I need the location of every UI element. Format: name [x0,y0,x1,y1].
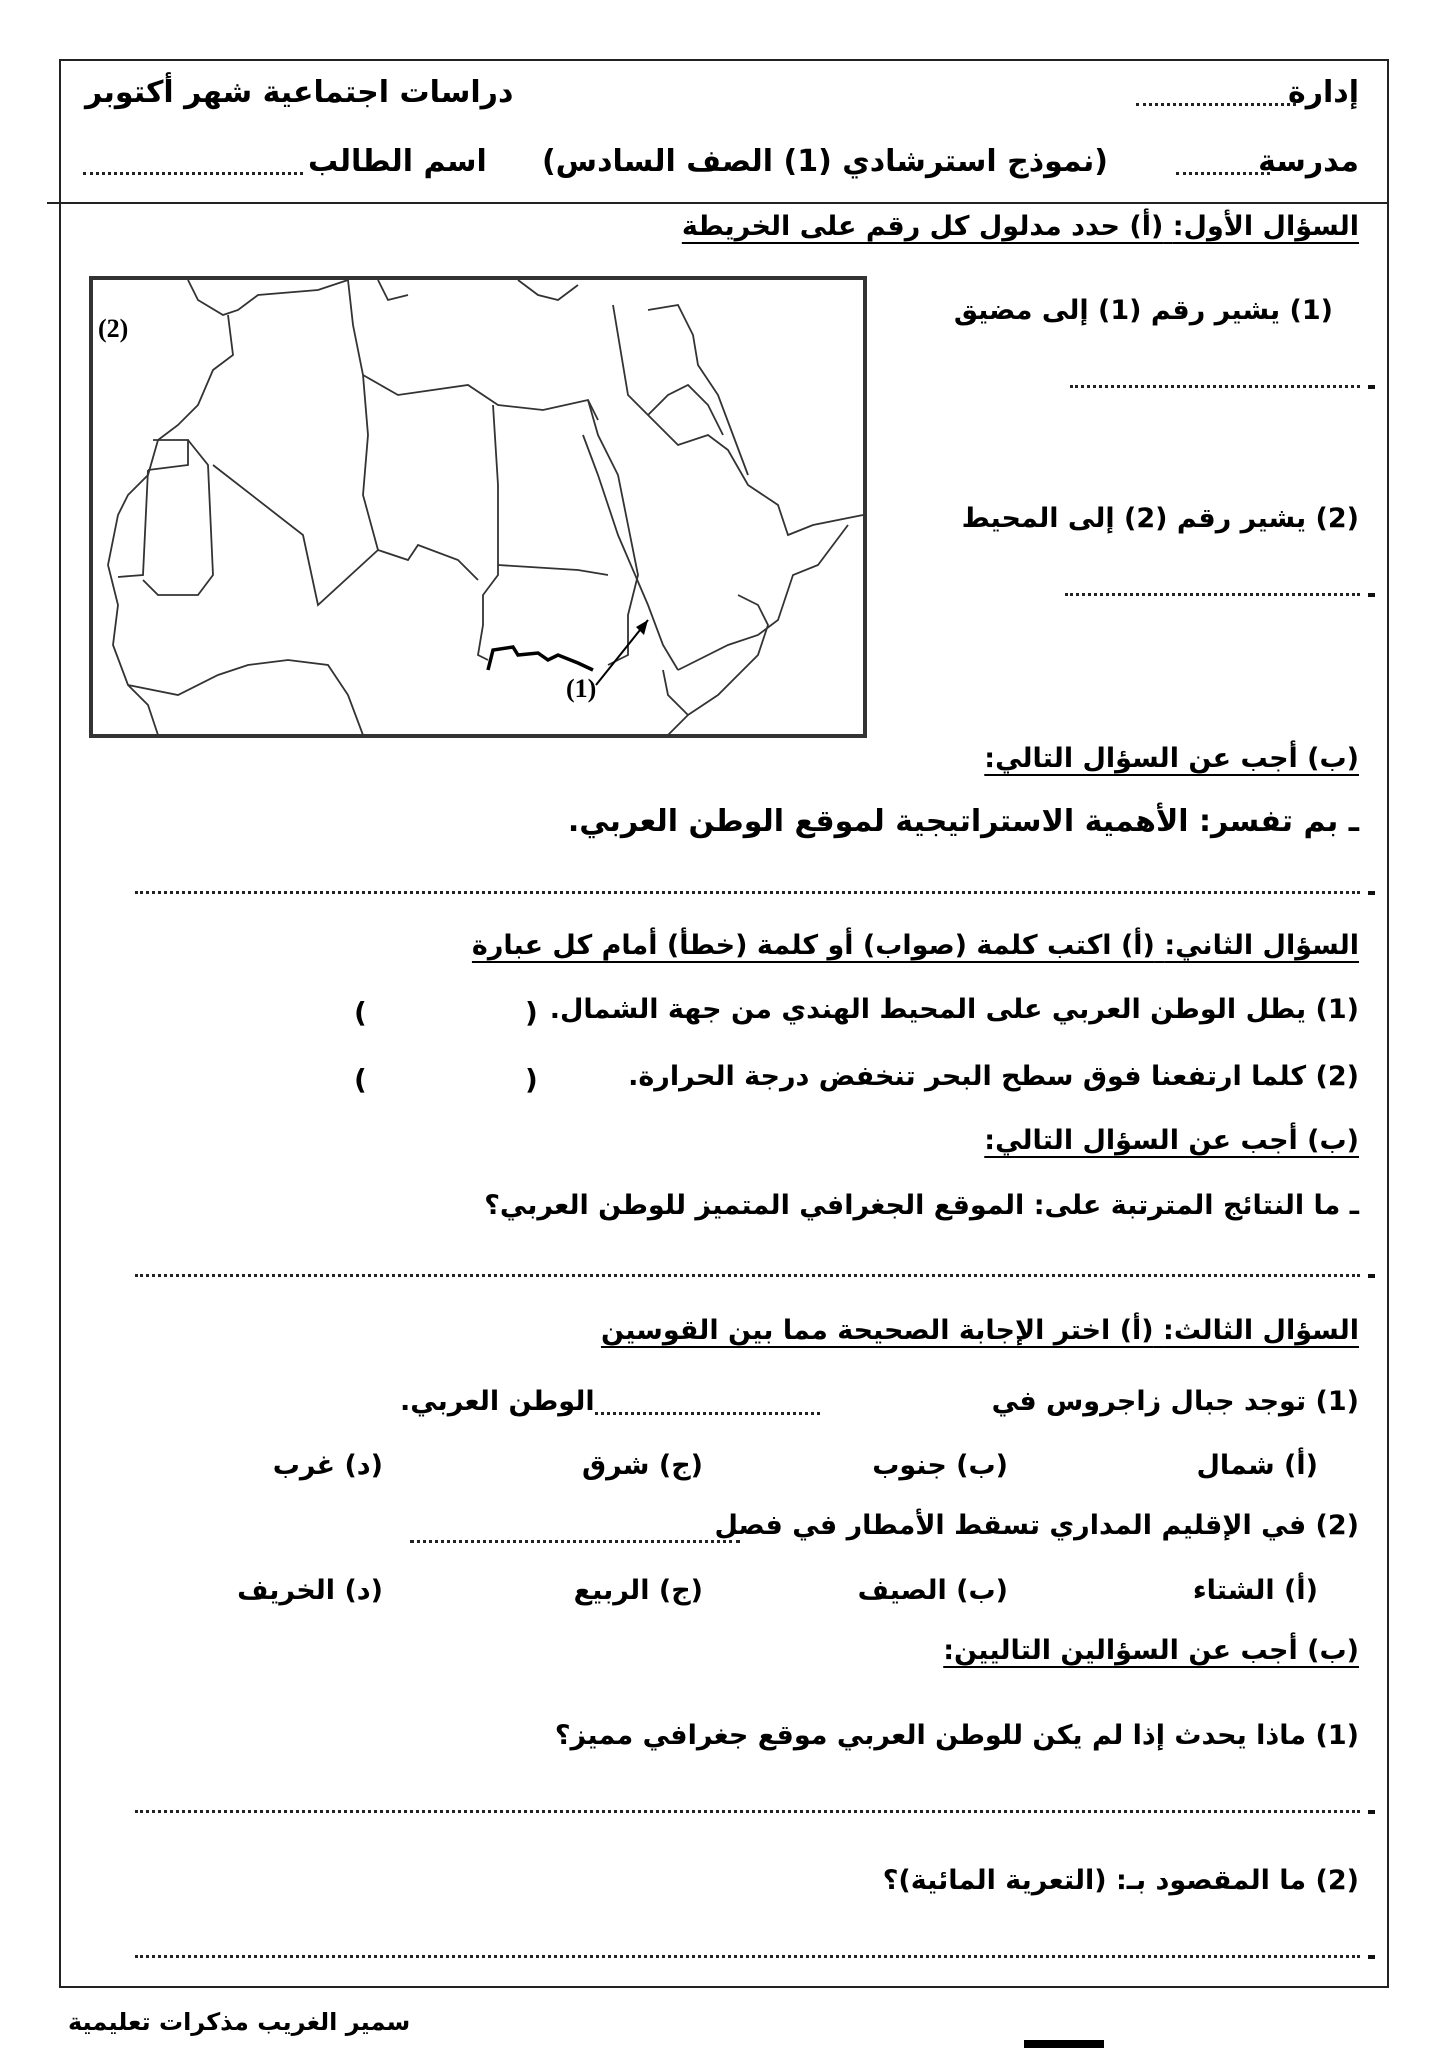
answer-paren-close: ) [354,1063,367,1096]
q3-mcq-2-stem-start: (2) في الإقليم المداري تسقط الأمطار في فصل [714,1510,1359,1541]
student-name-field[interactable] [83,172,303,175]
q2-part-b-question: ـ ما النتائج المترتبة على: الموقع الجغرافي المتميز للوطن العربي؟ [484,1190,1359,1221]
q1-item-2-answer-field[interactable] [1065,593,1360,596]
q3-mcq-1-answer-field[interactable] [595,1412,820,1415]
q1-item-1-answer-field[interactable] [1070,385,1360,388]
q3-part-b-question-2-answer-field[interactable] [135,1955,1360,1958]
administration-field[interactable] [1136,103,1296,106]
subject-title: دراسات اجتماعية شهر أكتوبر [85,75,514,110]
q3-mcq-1-stem-start: (1) توجد جبال زاجروس في [991,1386,1359,1417]
answer-dash [1368,1955,1375,1959]
q2-part-b-answer-field[interactable] [135,1274,1360,1277]
q2-part-b-instruction: (ب) أجب عن السؤال التالي: [984,1125,1359,1156]
answer-dash [1368,385,1375,389]
q3-mcq-1-option-a[interactable]: (أ) شمال [1196,1450,1318,1481]
answer-paren-close: ) [354,996,367,1029]
q3-mcq-2-option-b[interactable]: (ب) الصيف [857,1575,1008,1606]
q3-mcq-2-option-c[interactable]: (ج) الربيع [573,1575,703,1606]
q2-statement-1-answer-field[interactable] [380,1016,510,1019]
answer-dash [1368,891,1375,895]
q2-heading [472,932,1359,959]
header-divider [47,202,1389,204]
map-label-2: (2) [98,314,129,343]
q2-statement-2-answer-field[interactable] [380,1083,510,1086]
school-label: مدرسة [1258,144,1359,179]
q3-part-b-question-1-answer-field[interactable] [135,1810,1360,1813]
q1-part-b-question: ـ بم تفسر: الأهمية الاستراتيجية لموقع الوطن العربي. [567,804,1359,839]
q1-item-2: (2) يشير رقم (2) إلى المحيط [961,503,1359,534]
q3-part-b-question-1: (1) ماذا يحدث إذا لم يكن للوطن العربي موقع جغرافي مميز؟ [554,1720,1359,1751]
page-marker-bar [1024,2040,1104,2048]
q1-part-a-instruction: (أ) حدد مدلول كل رقم على الخريطة [681,211,1164,242]
q1-heading [682,213,1359,240]
administration-label: إدارة [1288,75,1359,110]
q1-part-b-instruction: (ب) أجب عن السؤال التالي: [984,743,1359,774]
footer-author: سمير الغريب مذكرات تعليمية [68,2008,411,2036]
answer-dash [1368,593,1375,597]
answer-dash [1368,1274,1375,1278]
q3-heading [601,1317,1359,1344]
q3-mcq-1-stem-end: الوطن العربي. [400,1386,595,1417]
q2-title: السؤال الثاني: [1164,930,1359,961]
answer-paren-open: ( [525,996,538,1029]
q3-mcq-2-answer-field[interactable] [410,1540,740,1543]
answer-paren-open: ( [525,1063,538,1096]
q2-part-a-instruction: (أ) اكتب كلمة (صواب) أو كلمة (خطأ) أمام كل عبارة [471,930,1155,961]
answer-dash [1368,1810,1375,1814]
model-title: (نموذج استرشادي (1) الصف السادس) [541,144,1108,179]
q1-item-1: (1) يشير رقم (1) إلى مضيق [953,295,1333,326]
arab-world-map [88,275,868,740]
school-field[interactable] [1176,172,1270,175]
q3-part-b-question-2: (2) ما المقصود بـ: (التعرية المائية)؟ [882,1865,1359,1896]
q3-title: السؤال الثالث: [1163,1315,1359,1346]
q3-mcq-1-option-c[interactable]: (ج) شرق [581,1450,703,1481]
q2-statement-2: (2) كلما ارتفعنا فوق سطح البحر تنخفض درجة الحرارة. [628,1061,1359,1092]
q1-title: السؤال الأول: [1172,211,1359,242]
q3-mcq-1-option-d[interactable]: (د) غرب [272,1450,383,1481]
q3-part-a-instruction: (أ) اختر الإجابة الصحيحة مما بين القوسين [600,1315,1154,1346]
map-border [91,278,865,736]
q3-mcq-2-option-d[interactable]: (د) الخريف [237,1575,383,1606]
student-name-label: اسم الطالب [308,144,487,179]
q3-part-b-instruction: (ب) أجب عن السؤالين التاليين: [943,1635,1359,1666]
q3-mcq-1-option-b[interactable]: (ب) جنوب [872,1450,1008,1481]
q3-mcq-2-option-a[interactable]: (أ) الشتاء [1192,1575,1318,1606]
q1-part-b-answer-field[interactable] [135,891,1360,894]
q2-statement-1: (1) يطل الوطن العربي على المحيط الهندي من جهة الشمال. [549,994,1359,1025]
map-label-1: (1) [566,674,597,703]
